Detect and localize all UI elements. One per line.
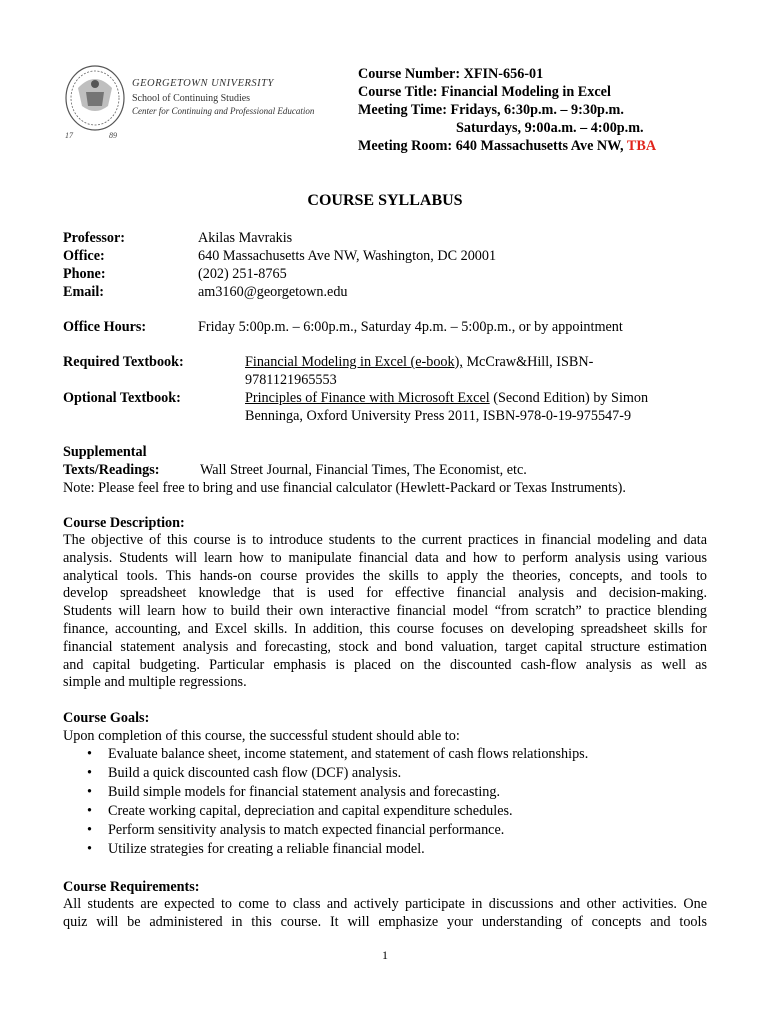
page-title: COURSE SYLLABUS: [307, 192, 463, 209]
description-heading: Course Description:: [63, 515, 185, 531]
optional-textbook-title: Principles of Finance with Microsoft Excel: [245, 390, 490, 406]
list-item: [63, 840, 588, 859]
description-line: Students will learn how to build their own interactive financial model “from scratch” to practice blending: [63, 603, 707, 620]
bullet-icon: •: [87, 784, 92, 800]
required-textbook-title: Financial Modeling in Excel (e-book),: [245, 354, 463, 370]
office-hours: Friday 5:00p.m. – 6:00p.m., Saturday 4p.m. – 5:00p.m., or by appointment: [198, 319, 623, 335]
logo-school-name: School of Continuing Studies: [132, 93, 251, 104]
meeting-room-tba: TBA: [626, 138, 657, 154]
optional-textbook: [245, 389, 648, 407]
list-item: [63, 745, 588, 764]
phone-number: (202) 251-8765: [198, 266, 287, 282]
goal-text: Build simple models for financial statement analysis and forecasting.: [108, 784, 501, 800]
bullet-icon: •: [87, 765, 92, 781]
required-textbook-isbn: 9781121965553: [245, 372, 337, 388]
university-logo: [62, 62, 315, 142]
supplemental-readings: Wall Street Journal, Financial Times, The Economist, etc.: [200, 462, 527, 478]
office-address: 640 Massachusetts Ave NW, Washington, DC 20001: [198, 248, 497, 264]
seal-year-left: 17: [65, 131, 73, 140]
description-line: and capital budgeting. Particular emphasis is placed on the discounted cash-flow analysis as well as: [63, 656, 707, 673]
bullet-icon: •: [87, 803, 92, 819]
supplemental-label-2: Texts/Readings:: [63, 462, 160, 478]
list-item: [63, 783, 588, 802]
goals-list: [63, 745, 588, 859]
meeting-room: [358, 137, 656, 155]
meeting-time: Meeting Time: Fridays, 6:30p.m. – 9:30p.m.: [358, 102, 624, 118]
professor-label: Professor:: [63, 230, 125, 246]
university-seal-icon: [62, 62, 128, 142]
list-item: [63, 821, 588, 840]
office-hours-label: Office Hours:: [63, 319, 147, 335]
goal-text: Perform sensitivity analysis to match expected financial performance.: [108, 822, 505, 838]
description-line: develop spreadsheet knowledge that is used for effective financial analysis and decision-making.: [63, 585, 707, 602]
phone-label: Phone:: [63, 266, 106, 282]
course-number: Course Number: XFIN-656-01: [358, 66, 544, 82]
goal-text: Utilize strategies for creating a reliable financial model.: [108, 841, 425, 857]
description-line: analytical tools. This hands-on course provides the skills to apply the theories, concepts, and tools to: [63, 567, 707, 584]
bullet-icon: •: [87, 822, 92, 838]
seal-year-right: 89: [109, 131, 117, 140]
description-body: [63, 532, 707, 692]
goals-intro: Upon completion of this course, the successful student should able to:: [63, 728, 460, 744]
professor-name: Akilas Mavrakis: [198, 230, 293, 246]
email-label: Email:: [63, 284, 104, 300]
required-textbook: [245, 353, 593, 371]
description-line: financial statement analysis and forecasting, stock and bond valuation, target capital structure estimation: [63, 638, 707, 655]
supplemental-label: Supplemental: [63, 444, 147, 460]
requirements-line: quiz will be administered in this course. It will emphasize your understanding of concepts and tools: [63, 913, 707, 930]
requirements-line: All students are expected to come to class and actively participate in discussions and other activities. One: [63, 896, 707, 912]
goals-heading: Course Goals:: [63, 710, 150, 726]
calculator-note: Note: Please feel free to bring and use financial calculator (Hewlett-Packard or Texas Instruments).: [63, 480, 626, 496]
description-line: The objective of this course is to introduce students to the current practices in financial modeling and data: [63, 532, 707, 548]
goal-text: Evaluate balance sheet, income statement, and statement of cash flows relationships.: [108, 746, 589, 762]
list-item: [63, 764, 588, 783]
optional-textbook-label: Optional Textbook:: [63, 390, 181, 406]
requirements-heading: Course Requirements:: [63, 879, 200, 895]
required-textbook-details: McCraw&Hill, ISBN-: [462, 354, 594, 370]
goal-text: Create working capital, depreciation and capital expenditure schedules.: [108, 803, 513, 819]
bullet-icon: •: [87, 841, 92, 857]
course-header: [358, 65, 656, 155]
logo-university-name: GEORGETOWN UNIVERSITY: [132, 78, 274, 89]
list-item: [63, 802, 588, 821]
description-line: simple and multiple regressions.: [63, 674, 247, 691]
requirements-body: [63, 896, 707, 932]
meeting-room-text: Meeting Room: 640 Massachusetts Ave NW,: [358, 138, 624, 154]
office-label: Office:: [63, 248, 105, 264]
optional-textbook-details: (Second Edition) by Simon: [489, 390, 649, 406]
optional-textbook-publisher: Benninga, Oxford University Press 2011, ISBN-978-0-19-975547-9: [245, 408, 632, 424]
meeting-time-saturday: Saturdays, 9:00a.m. – 4:00p.m.: [456, 120, 644, 136]
description-line: finance, accounting, and Excel skills. In addition, this course focuses on developing spreadsheet skills for: [63, 620, 707, 637]
description-line: analysis. Students will learn how to manipulate financial data and how to perform analysis using various: [63, 549, 707, 566]
course-title: Course Title: Financial Modeling in Excel: [358, 84, 611, 100]
logo-center-name: Center for Continuing and Professional Education: [132, 106, 315, 116]
required-textbook-label: Required Textbook:: [63, 354, 184, 370]
bullet-icon: •: [87, 746, 92, 762]
page-number: 1: [382, 948, 388, 962]
email-address[interactable]: am3160@georgetown.edu: [198, 284, 348, 300]
goal-text: Build a quick discounted cash flow (DCF) analysis.: [108, 765, 402, 781]
